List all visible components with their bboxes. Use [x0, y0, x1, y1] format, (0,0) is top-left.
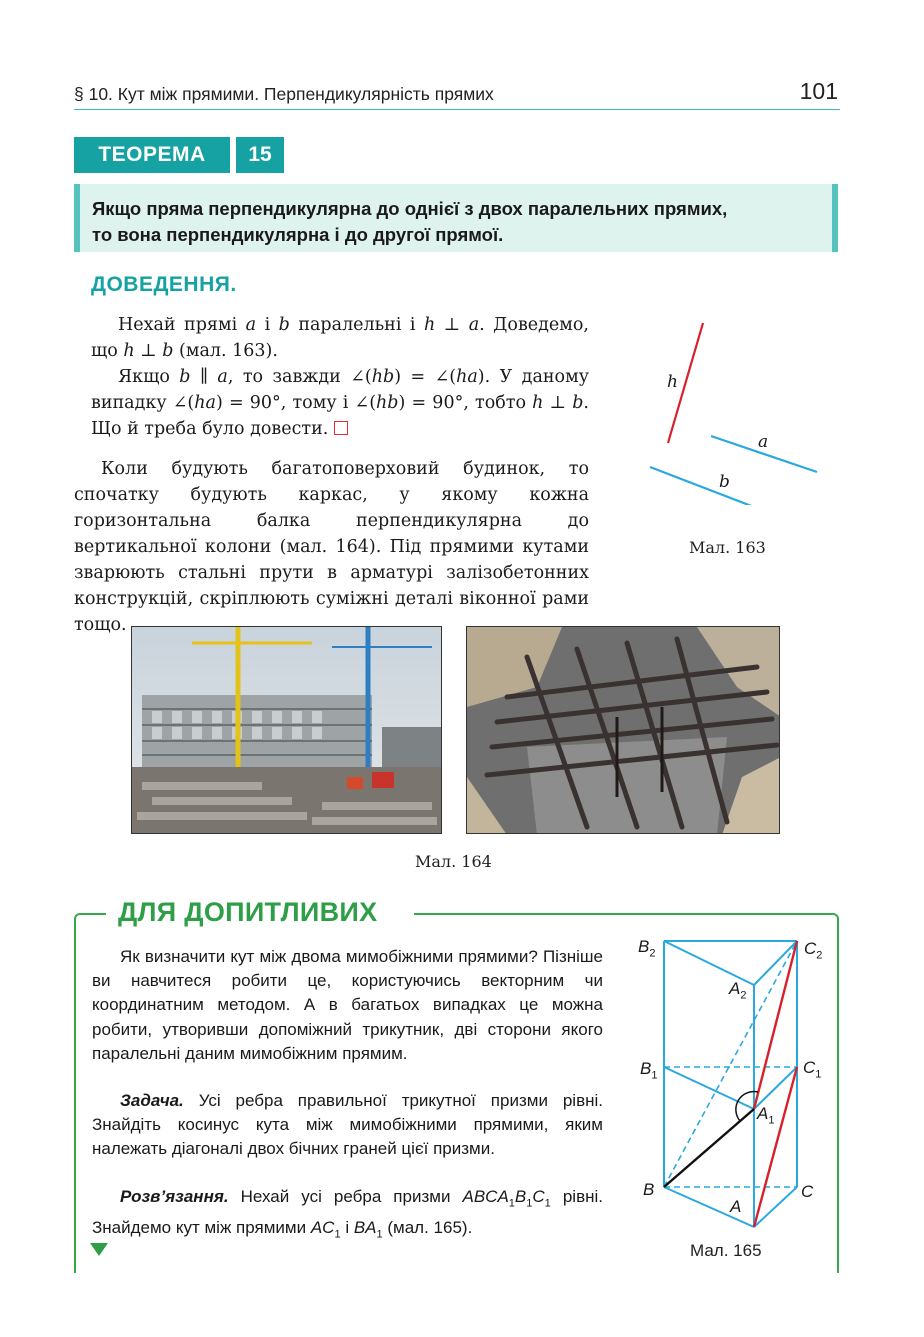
- proof-title: ДОВЕДЕННЯ.: [91, 273, 237, 296]
- running-header: § 10. Кут між прямими. Перпендикулярність прямих: [74, 84, 494, 104]
- construction-site-photo: [131, 626, 442, 834]
- solution-text-1: Нехай усі ребра призми: [240, 1187, 451, 1206]
- label-A1: $A_1$: [757, 1104, 775, 1127]
- continue-triangle-icon: [90, 1243, 108, 1257]
- theorem-line-2: то вона перпендикулярна і до другої прямої.: [92, 224, 504, 245]
- proof-paragraph-1: Нехай прямі a і b паралельні і h ⊥ a. Доведемо, що h ⊥ b (мал. 163).: [91, 315, 589, 361]
- figure-165-caption: Мал. 165: [690, 1241, 762, 1260]
- curious-intro: Як визначити кут між двома мимобіжними прямими? Пізніше ви навчитеся робити це, користуючись векторним чи координатним методом. А в багатьох випадках це можна робити, утворивши допоміжний трикутник, дві сторони якого паралельні даним мимобіжним прямим.: [92, 947, 603, 1063]
- label-B2: $B_2$: [638, 937, 656, 960]
- rebar-photo: [466, 626, 780, 834]
- figure-163-caption: Мал. 163: [689, 538, 766, 557]
- theorem-number: 15: [236, 137, 284, 173]
- solution-text-2: рівні. Знайдемо кут між прямими: [92, 1187, 603, 1237]
- curious-title: ДЛЯ ДОПИТЛИВИХ: [118, 897, 378, 927]
- label-C1: $C_1$: [803, 1058, 822, 1081]
- label-B: B: [643, 1180, 655, 1199]
- label-C2: $C_2$: [804, 939, 823, 962]
- construction-paragraph: Коли будують багатоповерховий будинок, то спочатку будують каркас, у якому кожна горизонтальна балка перпендикулярна до вертикальної колони (мал. 164). Під прямими кутами зварюють стальні прути в арматурі залізобетонних конструкцій, скріплюють суміжні деталі віконної рами тощо.: [74, 459, 589, 635]
- line-b: [650, 467, 780, 505]
- solution-text-3: і: [345, 1217, 350, 1237]
- task-label: Задача.: [120, 1091, 184, 1110]
- label-C: C: [801, 1182, 814, 1201]
- page-number: 101: [799, 78, 838, 104]
- label-B1: $B_1$: [640, 1059, 658, 1082]
- theorem-label: ТЕОРЕМА: [74, 137, 230, 173]
- solution-text-4: (мал. 165).: [387, 1217, 473, 1237]
- theorem-line-1: Якщо пряма перпендикулярна до однієї з двох паралельних прямих,: [92, 198, 728, 219]
- label-a: a: [758, 432, 769, 452]
- label-A: A: [730, 1197, 742, 1216]
- figure-163: [640, 315, 830, 505]
- label-A2: $A_2$: [729, 979, 747, 1002]
- curious-solution: Розв’язання. Нехай усі ребра призми $ABCA_1B_1C_1$ рівні. Знайдемо кут між прямими $AC_1$ і $BA_1$ (мал. 165).: [92, 1187, 603, 1240]
- diagonal-A1C2: [754, 941, 797, 1109]
- solution-label: Розв’язання.: [120, 1187, 229, 1206]
- header-rule: [74, 109, 840, 110]
- hidden-diagonal-BC2: [664, 941, 797, 1187]
- label-b: b: [719, 472, 730, 492]
- label-h: h: [667, 372, 678, 392]
- segment-BA1: [664, 1109, 754, 1187]
- qed-square-icon: [334, 421, 348, 435]
- proof-paragraph-2: Якщо b ∥ a, то завжди ∠(hb) = ∠(ha). У даному випадку ∠(ha) = 90°, тому і ∠(hb) = 90°, тобто h ⊥ b. Що й треба було довести.: [91, 367, 589, 439]
- curious-task: [92, 1089, 603, 1162]
- task-text: Усі ребра правильної трикутної призми рівні. Знайдіть косинус кута між мимобіжними прямими, яким належать діагоналі двох бічних граней цієї призми.: [92, 1091, 603, 1159]
- theorem-statement: [92, 196, 832, 248]
- figure-164-caption: Мал. 164: [415, 852, 492, 871]
- diagonal-AC1: [754, 1067, 797, 1227]
